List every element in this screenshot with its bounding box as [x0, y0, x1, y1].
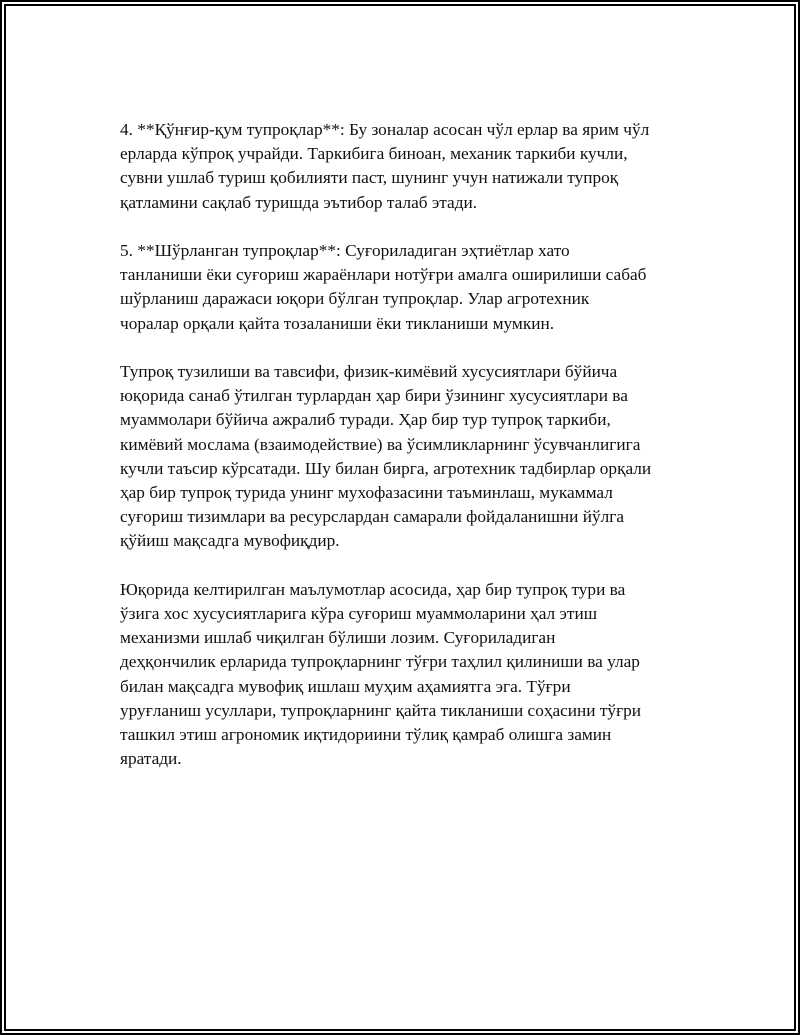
paragraph-soil-structure — [120, 360, 700, 554]
text-line: чоралар орқали қайта тозаланиши ёки тикланиши мумкин. — [120, 313, 555, 333]
text-line: Юқорида келтирилган маълумотлар асосида, ҳар бир тупроқ тури ва — [120, 579, 626, 599]
text-line: муаммолари бўйича ажралиб туради. Ҳар бир тур тупроқ таркиби, — [120, 410, 611, 430]
paragraph-saline-soils — [120, 239, 700, 336]
document-body — [120, 118, 700, 796]
text-line: яратади. — [120, 749, 182, 769]
paragraph-conclusion — [120, 578, 700, 772]
text-line: шўрланиш даражаси юқори бўлган тупроқлар. Улар агротехник — [120, 289, 590, 309]
text-line: суғориш тизимлари ва ресурслардан самарали фойдаланишни йўлга — [120, 507, 625, 527]
text-line: ҳар бир тупроқ турида унинг мухофазасини таъминлаш, мукаммал — [120, 483, 613, 503]
text-line: деҳқончилик ерларида тупроқларнинг тўғри таҳлил қилиниши ва улар — [120, 652, 640, 672]
paragraph-brown-sandy-soils — [120, 118, 700, 215]
text-line: ерларда кўпроқ учрайди. Таркибига биноан, механик таркиби кучли, — [120, 144, 628, 164]
text-line: ташкил этиш агрономик иқтидориини тўлиқ қамраб олишга замин — [120, 725, 612, 745]
text-line: билан мақсадга мувофиқ ишлаш муҳим аҳамиятга эга. Тўғри — [120, 676, 571, 696]
text-line: сувни ушлаб туриш қобилияти паст, шунинг учун натижали тупроқ — [120, 168, 619, 188]
text-line: кимёвий мослама (взаимодействие) ва ўсимликларнинг ўсувчанлигига — [120, 434, 641, 454]
text-line: қатламини сақлаб туришда эътибор талаб этади. — [120, 192, 478, 212]
text-line: Тупроқ тузилиши ва тавсифи, физик-кимёвий хусусиятлари бўйича — [120, 362, 618, 381]
text-line: кучли таъсир кўрсатади. Шу билан бирга, агротехник тадбирлар орқали — [120, 458, 652, 478]
text-line: ўзига хос хусусиятларига кўра суғориш муаммоларини ҳал этиш — [120, 604, 598, 624]
text-line: қўйиш мақсадга мувофиқдир. — [120, 531, 340, 551]
text-line: 5. **Шўрланган тупроқлар**: Суғориладиган эҳтиётлар хато — [120, 241, 570, 260]
text-line: механизми ишлаб чиқилган бўлиши лозим. Суғориладиган — [120, 628, 556, 648]
text-line: танланиши ёки суғориш жараёнлари нотўғри амалга оширилиши сабаб — [120, 265, 647, 285]
text-line: уруғланиш усуллари, тупроқларнинг қайта тикланиши соҳасини тўғри — [120, 700, 642, 720]
text-line: 4. **Қўнғир-қум тупроқлар**: Бу зоналар асосан чўл ерлар ва ярим чўл — [120, 120, 650, 139]
text-line: юқорида санаб ўтилган турлардан ҳар бири ўзининг хусусиятлари ва — [120, 386, 628, 406]
